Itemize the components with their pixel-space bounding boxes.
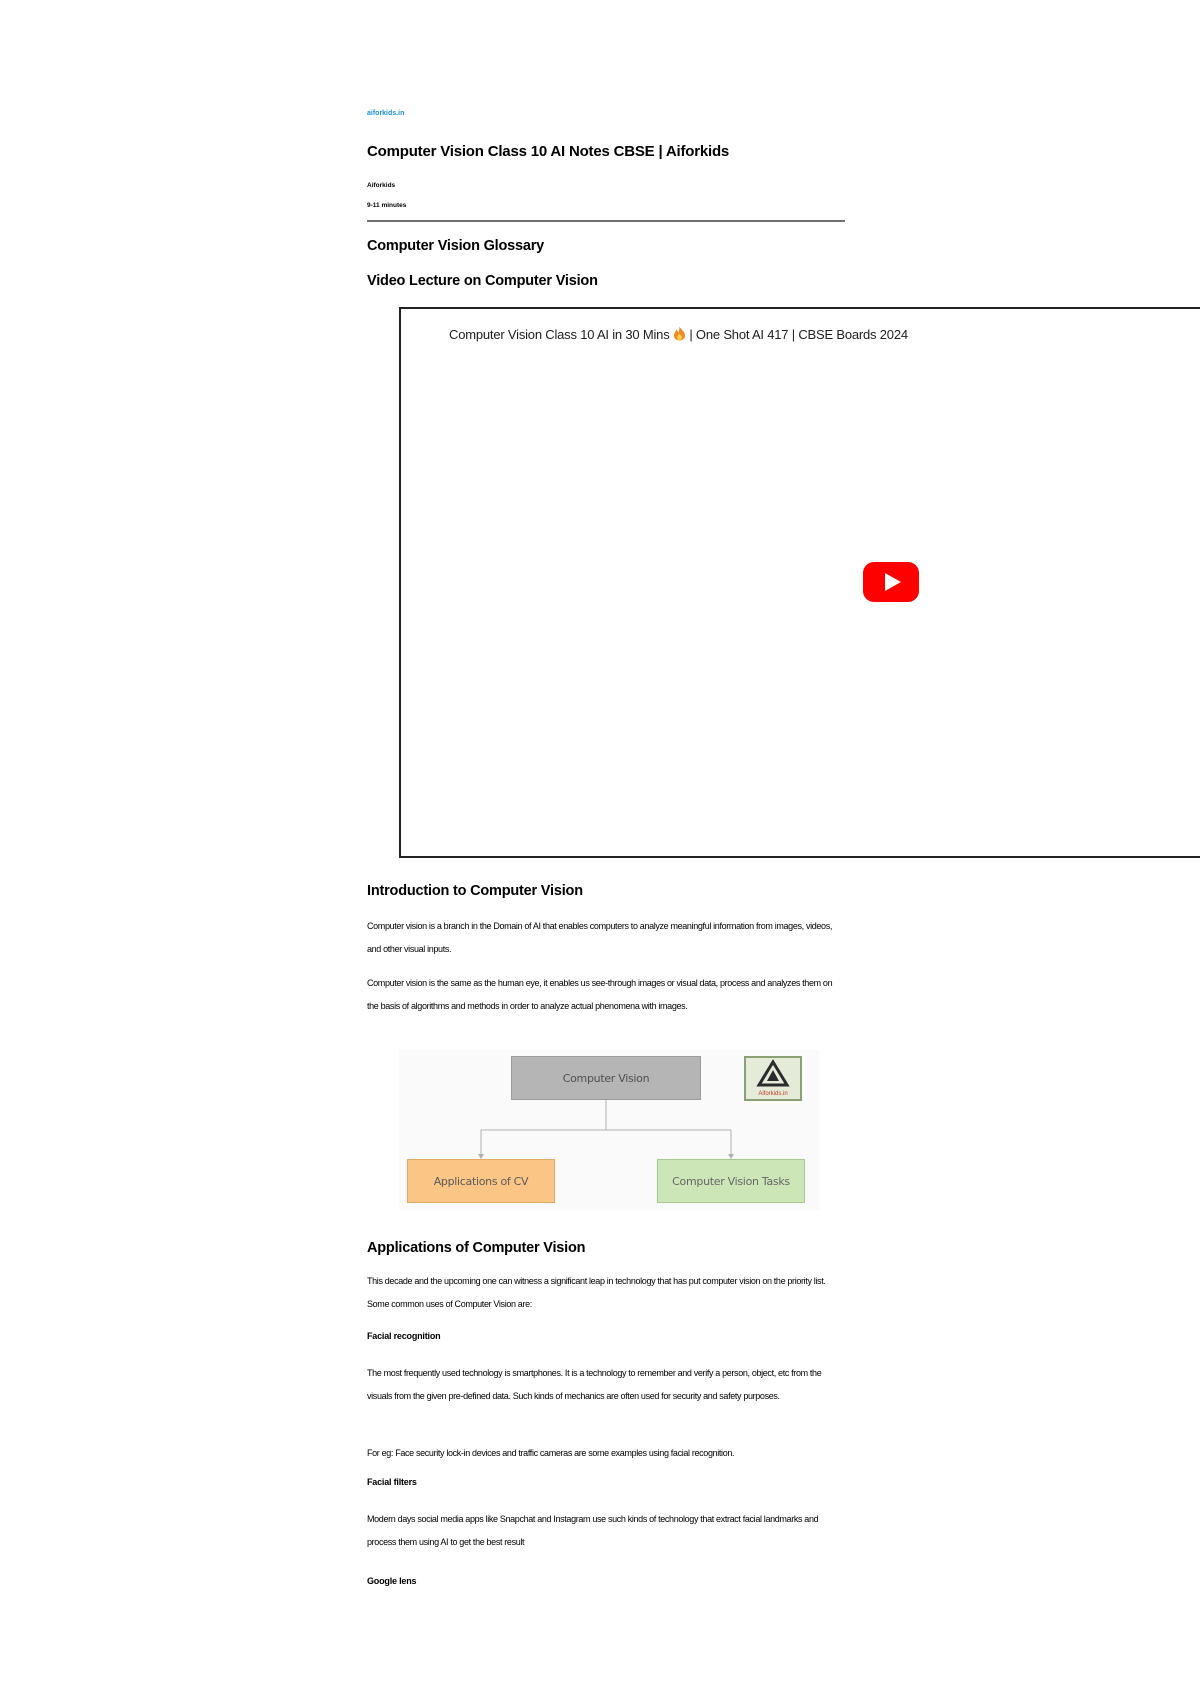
video-title[interactable] [449,326,908,344]
logo-text: Aiforkids.in [758,1091,788,1097]
page-title: Computer Vision Class 10 AI Notes CBSE | Aiforkids [367,143,730,160]
facial-filters-label: Facial filters [367,1477,417,1487]
intro-paragraph-2: Computer vision is the same as the human eye, it enables us see-through images or visual data, process and analyzes them on the basis of algorithms and methods in order to analyze actual phenomena with images. [367,978,833,1011]
video-title-text: Computer Vision Class 10 AI in 30 Mins [449,327,670,342]
read-time: 9-11 minutes [367,202,407,209]
author-name: Aiforkids [367,182,396,189]
aiforkids-logo [744,1056,802,1101]
heading-applications: Applications of Computer Vision [367,1240,586,1256]
computer-vision-diagram [399,1050,819,1210]
site-link[interactable]: aiforkids.in [367,110,405,117]
youtube-play-icon[interactable] [863,562,919,602]
article-page [367,0,1200,1694]
heading-glossary: Computer Vision Glossary [367,238,545,254]
video-embed[interactable] [399,307,1200,858]
title-divider [367,220,845,222]
logo-triangle-icon [746,1059,800,1091]
google-lens-label: Google lens [367,1576,417,1586]
video-title-suffix: | One Shot AI 417 | CBSE Boards 2024 [689,327,908,342]
facial-recognition-paragraph: The most frequently used technology is smartphones. It is a technology to remember and verify a person, object, etc from the visuals from the given pre-defined data. Such kinds of mechanics are often used for security and safety purposes. [367,1368,822,1401]
intro-paragraph-1: Computer vision is a branch in the Domain of AI that enables computers to analyze meaningful information from images, videos, and other visual inputs. [367,921,833,954]
heading-introduction: Introduction to Computer Vision [367,883,583,899]
heading-video-lecture: Video Lecture on Computer Vision [367,273,598,289]
facial-filters-paragraph: Modern days social media apps like Snapchat and Instagram use such kinds of technology that extract facial landmarks and process them using AI to get the best result [367,1514,819,1547]
diagram-node-tasks: Computer Vision Tasks [657,1159,805,1203]
diagram-node-applications: Applications of CV [407,1159,555,1203]
applications-paragraph: This decade and the upcoming one can witness a significant leap in technology that has put computer vision on the priority list. Some common uses of Computer Vision are: [367,1276,826,1309]
facial-recognition-label: Facial recognition [367,1331,441,1341]
facial-recognition-example: For eg: Face security lock-in devices and traffic cameras are some examples using facial recognition. [367,1448,735,1458]
diagram-node-computer-vision: Computer Vision [511,1056,701,1100]
fire-icon [673,326,686,344]
